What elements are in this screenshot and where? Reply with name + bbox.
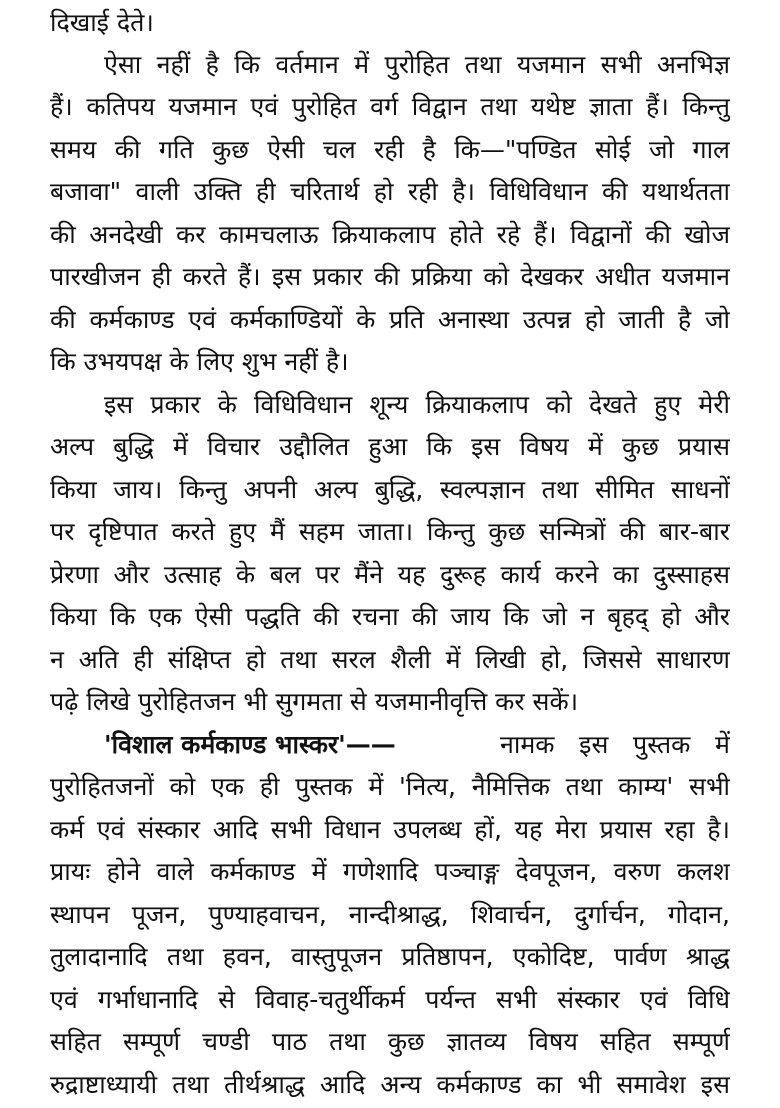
- text-line: की कर्मकाण्ड एवं कर्मकाण्डियों के प्रति अनास्था उत्पन्न हो जाती है जो: [50, 305, 730, 334]
- text-line: नामक इस पुस्तक में: [500, 730, 730, 759]
- text-line: इस प्रकार के विधिविधान शून्य क्रियाकलाप को देखते हुए मेरी: [104, 390, 730, 419]
- text-line: रुद्राष्टाध्यायी तथा तीर्थश्राद्ध आदि अन्य कर्मकाण्ड का भी समावेश इस: [50, 1070, 730, 1099]
- text-line: समय की गति कुछ ऐसी चल रही है कि—"पण्डित सोई जो गाल: [50, 135, 730, 164]
- text-line: हैं। कतिपय यजमान एवं पुरोहित वर्ग विद्वान तथा यथेष्ट ज्ञाता हैं। किन्तु: [50, 92, 730, 121]
- text-line: स्थापन पूजन, पुण्याहवाचन, नान्दीश्राद्ध, शिवार्चन, दुर्गार्चन, गोदान,: [50, 900, 730, 929]
- text-line: कर्म एवं संस्कार आदि सभी विधान उपलब्ध हों, यह मेरा प्रयास रहा है।: [50, 815, 730, 844]
- text-line: अल्प बुद्धि में विचार उद्दौलित हुआ कि इस विषय में कुछ प्रयास: [50, 432, 730, 461]
- text-line: न अति ही संक्षिप्त हो तथा सरल शैली में लिखी हो, जिससे साधारण: [50, 645, 730, 674]
- text-line: बजावा" वाली उक्ति ही चरितार्थ हो रही है। विधिविधान की यथार्थतता: [50, 177, 730, 206]
- text-line: एवं गर्भाधानादि से विवाह-चतुर्थीकर्म पर्यन्त सभी संस्कार एवं विधि: [50, 985, 730, 1014]
- text-line: की अनदेखी कर कामचलाऊ क्रियाकलाप होते रहे हैं। विद्वानों की खोज: [50, 220, 730, 249]
- text-line: दिखाई देते।: [50, 8, 154, 37]
- text-line: तुलादानादि तथा हवन, वास्तुपूजन प्रतिष्ठापन, एकोदिष्ट, पार्वण श्राद्ध: [50, 942, 730, 971]
- text-line: पुरोहितजनों को एक ही पुस्तक में 'नित्य, नैमित्तिक तथा काम्य' सभी: [50, 772, 730, 801]
- text-line: किया कि एक ऐसी पद्धति की रचना की जाय कि जो न बृहद् हो और: [50, 602, 730, 631]
- text-line: प्रायः होने वाले कर्मकाण्ड में गणेशादि पञ्चाङ्ग देवपूजन, वरुण कलश: [50, 857, 730, 886]
- text-line: प्रेरणा और उत्साह के बल पर मैंने यह दुरूह कार्य करने का दुस्साहस: [50, 560, 730, 589]
- book-title: 'विशाल कर्मकाण्ड भास्कर'——: [104, 730, 396, 759]
- text-line: पर दृष्टिपात करते हुए मैं सहम जाता। किन्तु कुछ सन्मित्रों की बार-बार: [50, 517, 730, 546]
- text-line: सहित सम्पूर्ण चण्डी पाठ तथा कुछ ज्ञातव्य विषय सहित सम्पूर्ण: [50, 1027, 730, 1056]
- text-line: कि उभयपक्ष के लिए शुभ नहीं है।: [50, 347, 349, 376]
- text-line: पारखीजन ही करते हैं। इस प्रकार की प्रक्रिया को देखकर अधीत यजमान: [50, 262, 730, 291]
- text-line: पढ़े लिखे पुरोहितजन भी सुगमता से यजमानीवृत्ति कर सकें।: [50, 687, 579, 716]
- text-line: ऐसा नहीं है कि वर्तमान में पुरोहित तथा यजमान सभी अनभिज्ञ: [104, 50, 730, 79]
- text-line: किया जाय। किन्तु अपनी अल्प बुद्धि, स्वल्पज्ञान तथा सीमित साधनों: [50, 475, 730, 504]
